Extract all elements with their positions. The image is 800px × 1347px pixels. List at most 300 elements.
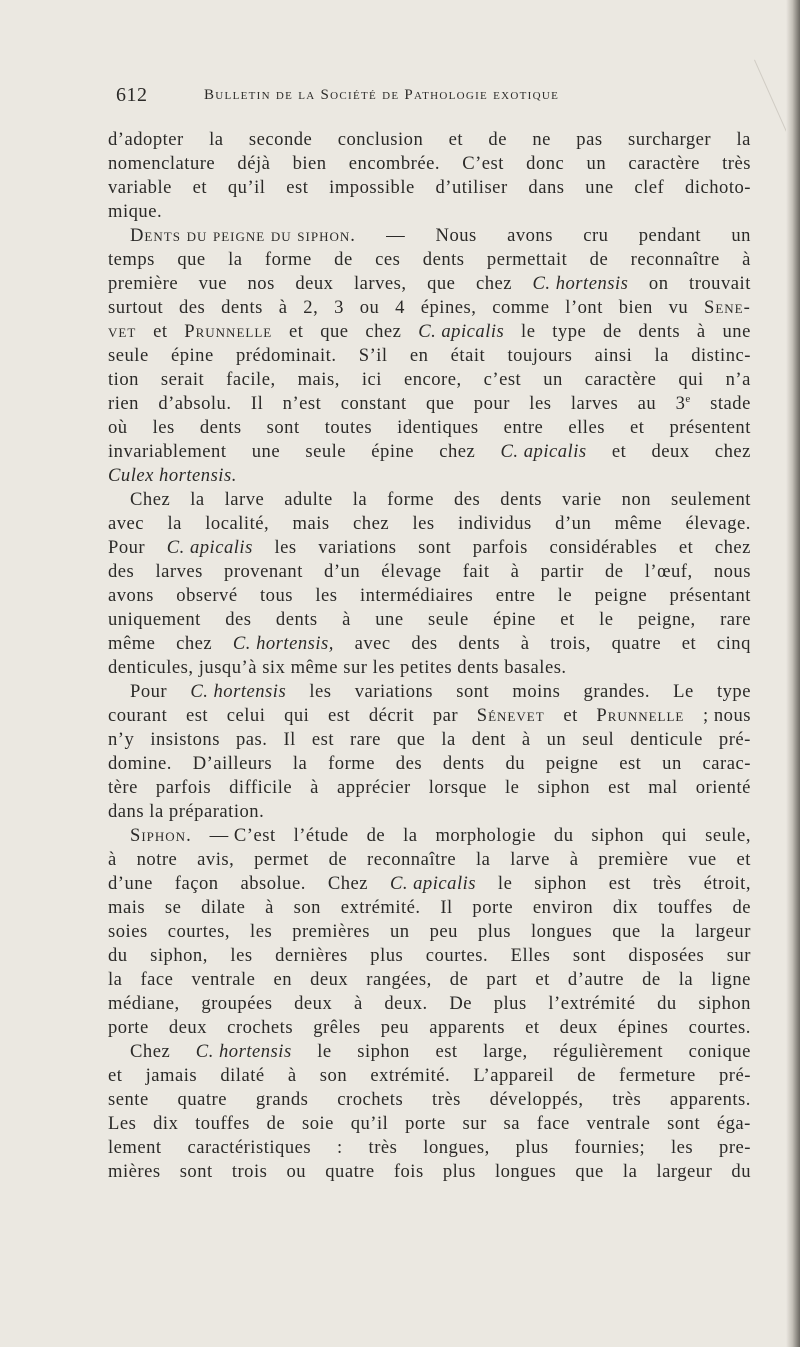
text-word: individus [458,513,532,534]
text-word: lement [108,1137,162,1158]
text-word: de [366,825,386,846]
text-word: élevage [381,561,442,582]
text-word: donc [526,153,565,174]
text-word: médiane, [108,993,180,1014]
text-word: seule [108,345,149,366]
text-word: en [273,969,293,990]
text-word: denticule [630,729,703,750]
text-word: mais [292,513,330,534]
text-word: que [177,249,206,270]
text-line [108,128,751,152]
text-word: ventrale [191,969,256,990]
text-word: de [642,969,661,990]
text-word: mais [108,897,146,918]
text-line [108,968,751,992]
text-word: D’ailleurs [192,753,273,774]
text-word: que [427,273,456,294]
text-word: identiques [397,417,479,438]
text-word: jusqu’à [198,657,257,678]
text-word: ou [286,1161,307,1182]
text-word: face [536,1113,570,1134]
text-word: localité, [205,513,270,534]
text-word: apprécier [336,777,411,798]
text-word: les [372,657,395,678]
text-word: qu’il [227,177,266,198]
text-word: L’appareil [473,1065,555,1086]
text-line [108,728,751,752]
text-line [108,272,751,296]
text-word: impossible [329,177,415,198]
text-word: : [337,1137,343,1158]
text-word: six [262,657,286,678]
text-line [108,248,751,272]
text-word: porte [405,1113,446,1134]
text-word: une [251,441,281,462]
text-word: touffes [657,897,713,918]
page-edge-shadow [786,0,800,1347]
text-word: observé [176,585,238,606]
text-word: larve [510,849,550,870]
text-word: quatre [611,633,662,654]
text-word: un [662,753,682,774]
text-word: du [505,753,526,774]
text-line [108,680,751,704]
text-word: plus [370,945,404,966]
text-word: nous [713,561,751,582]
text-word: très [432,1089,461,1110]
species-name: C. hortensis [190,681,287,702]
text-word: bien [618,297,653,318]
text-word: de [266,1113,286,1134]
text-line [108,536,751,560]
text-word: la [660,921,676,942]
text-word: épine [371,441,415,462]
text-word: la [441,729,456,750]
text-word: n’a [725,369,751,390]
text-word: vue [688,849,717,870]
text-word: la [352,489,368,510]
text-word: grêles [313,1017,361,1038]
text-word: porte [472,897,514,918]
text-word: peigne [594,585,648,606]
text-word: et [736,849,751,870]
text-word: deux [559,1017,598,1038]
text-word: la [403,825,418,846]
text-word: ces [375,249,401,270]
text-word: sont [266,417,300,438]
species-name: C. hortensis [532,273,629,294]
text-word: ; nous [703,705,751,726]
text-word: de [488,129,507,150]
text-word: l’ont [565,297,603,318]
text-word: crochets [337,1089,404,1110]
text-word: insistons [150,729,220,750]
text-word: extrémité. [340,897,421,918]
text-word: ici [361,369,382,390]
text-word: 4 [395,297,405,318]
text-word: Il [250,393,264,414]
text-word: prédominait. [235,345,337,366]
text-line [108,992,751,1016]
text-word: mières [108,1161,161,1182]
text-word: parfois [472,537,528,558]
text-word: siphon [534,873,587,894]
text-word: nos [247,273,275,294]
text-word: où [108,417,128,438]
text-word: d’adopter [108,129,184,150]
text-word: de [577,1065,596,1086]
text-word: les [309,681,332,702]
text-word: part [486,969,518,990]
text-word: éga- [716,1113,751,1134]
text-word: celui [226,705,266,726]
text-word: avons [507,225,553,246]
text-word: la [475,849,491,870]
text-word: carac- [702,753,751,774]
text-word: sont [179,1161,213,1182]
text-word: épine [170,345,214,366]
text-word: Nous [435,225,477,246]
text-word: les [671,1137,694,1158]
text-word: d’une [108,873,153,894]
text-word: apparents [429,1017,505,1038]
text-word: longues, [423,1137,490,1158]
text-line [108,1136,751,1160]
text-word: sont [456,681,490,702]
text-word: et [525,1017,540,1038]
text-word: forme [328,753,375,774]
text-line [108,392,751,416]
text-word: provenant [224,561,303,582]
text-word: très [368,1137,398,1158]
text-word: dans [528,177,565,198]
text-word: présentant [669,585,751,606]
text-word: sont [418,537,452,558]
text-word: élevage. [685,513,751,534]
text-word: sur [462,1113,487,1134]
text-word: façon [174,873,219,894]
text-word: plus [442,1161,476,1182]
text-word: deux [295,273,334,294]
text-line [108,872,751,896]
text-word: la [292,753,308,774]
text-word: sa [503,1113,521,1134]
text-word: Il [440,897,453,918]
text-word: que [320,321,349,342]
text-word: largeur [695,921,751,942]
text-word: rien [108,393,139,414]
text-word: et [108,1065,123,1086]
species-name: C. hortensis [195,1041,292,1062]
text-word: la [190,489,205,510]
text-line [108,1088,751,1112]
text-word: siphon, [150,945,208,966]
text-word: deux [294,993,333,1014]
text-word: dix [153,1113,179,1134]
text-word: serait [160,369,205,390]
text-line [108,776,751,800]
text-word: pré- [718,1065,751,1086]
text-word: du [108,945,128,966]
text-word: le [521,321,536,342]
text-word: fait [462,561,490,582]
text-word: n’y [108,729,135,750]
text-word: stade [710,393,751,414]
text-word: larve [224,489,265,510]
text-word: le [317,1041,332,1062]
text-word: premières [292,921,370,942]
text-word: et [681,633,697,654]
text-word: épine [493,609,536,630]
text-word: ainsi [594,345,633,366]
text-word: les [250,921,273,942]
text-word: intermédiaires [359,585,474,606]
text-word: sont [572,945,606,966]
text-word: même [614,513,663,534]
text-word: à [108,849,117,870]
text-word: Chez [130,1041,171,1062]
text-word: une [722,321,751,342]
text-word: que [396,729,426,750]
text-word: une [375,609,404,630]
text-word: grands [255,1089,309,1110]
text-word: la [228,249,243,270]
text-word: déjà [237,153,271,174]
text-line [108,752,751,776]
text-word: Chez [327,873,369,894]
text-word: un [546,729,567,750]
text-word: à [510,561,520,582]
text-word: trouvait [689,273,751,294]
text-word: Il [283,729,296,750]
text-line [108,632,751,656]
text-word: du [657,993,677,1014]
text-word: première [108,273,179,294]
text-word: 3 [334,297,344,318]
text-word: le [504,777,520,798]
text-word: conique [688,1041,751,1062]
text-word: qui [284,705,310,726]
text-word: d’autre [567,969,625,990]
text-word: avons [108,585,154,606]
text-word: seule [428,609,469,630]
text-word: mal [648,777,678,798]
text-word: de [334,249,353,270]
text-word: moins [512,681,561,702]
running-title: Bulletin de la Société de Pathologie exotique [204,87,560,103]
text-word: siphon [698,993,751,1014]
text-word: Pour [130,681,168,702]
text-word: au [637,393,657,414]
text-word: qu’il [350,1113,389,1134]
text-word: dernières [275,945,348,966]
text-word: Pour [108,537,146,558]
text-word: larves [155,561,203,582]
text-word: encombrée. [348,153,440,174]
text-word: bien [292,153,327,174]
text-word: très [652,873,682,894]
text-word: parfois [155,777,212,798]
text-word: à [569,849,579,870]
text-word: dents [458,633,501,654]
text-word: sur [343,657,368,678]
text-word: des [225,609,252,630]
text-word: longues [530,921,593,942]
text-word: à [310,777,319,798]
text-word: de [589,249,609,270]
text-word: toujours [507,345,573,366]
text-word: décrit [368,705,415,726]
text-word: les [152,417,175,438]
text-word: tous [260,585,293,606]
text-word: elles [568,417,605,438]
text-word: vu [668,297,689,318]
text-word: développés, [489,1089,584,1110]
text-word: avec [354,633,391,654]
text-line [108,1016,751,1040]
text-word: plus [493,993,527,1014]
section-heading: Siphon. [130,825,192,846]
text-word: dichoto- [685,177,751,198]
text-word: même [108,633,156,654]
text-word: les [529,393,552,414]
text-word: seule [305,441,347,462]
species-name: C. apicalis [500,441,587,462]
text-line [108,560,751,584]
text-word: par [432,705,459,726]
text-word: extrémité. [370,1065,451,1086]
text-word: courtes, [167,921,231,942]
text-word: non [621,489,652,510]
text-word: Chez [130,489,171,510]
text-word: peu [429,921,458,942]
text-word: Les [108,1113,137,1134]
page-header [116,84,752,112]
text-word: des [411,633,438,654]
text-word: la [736,129,751,150]
text-word: et [535,969,550,990]
text-word: longues [494,1161,557,1182]
text-word: des [395,753,423,774]
text-word: permet [254,849,309,870]
text-word: l’étude [293,825,349,846]
text-word: disposées [628,945,705,966]
section-heading: Dents du peigne du siphon. [130,225,356,246]
text-word: variations [354,681,434,702]
text-word: très [722,153,751,174]
text-word: forme [387,489,434,510]
text-word: que [426,393,455,414]
text-line [108,440,751,464]
text-word: dents [500,489,543,510]
text-word: de [449,969,469,990]
text-word: la [108,969,123,990]
text-word: permettait [486,249,568,270]
text-word: considérables [549,537,658,558]
text-word: trois [231,1161,268,1182]
text-word: c’est [483,369,522,390]
text-word: les [230,945,253,966]
text-word: du [553,825,574,846]
text-word: denticules, [108,657,194,678]
text-word: fermeture [619,1065,696,1086]
text-word: est [619,753,642,774]
species-name: C. apicalis [418,321,505,342]
text-word: la [209,129,224,150]
text-word: et [678,537,694,558]
species-name: Culex hortensis. [108,465,237,486]
text-word: larves, [354,273,407,294]
text-word: pas [576,129,603,150]
text-word: caractère [584,369,657,390]
text-word: ou [359,297,380,318]
text-word: deux. [384,993,428,1014]
text-word: des [453,489,481,510]
text-line [108,920,751,944]
species-name: C. hortensis, [232,633,334,654]
text-word: à [696,321,706,342]
text-word: que [575,1161,604,1182]
text-word: courant [108,705,168,726]
text-word: quatre [325,1161,375,1182]
text-line [108,200,751,224]
text-word: peu [380,1017,410,1038]
text-word: préparation. [168,801,265,822]
text-word: d’utiliser [435,177,508,198]
text-word: se [164,897,182,918]
text-line [108,464,751,488]
text-word: — [386,225,406,246]
text-word: pendant [638,225,702,246]
text-word: clef [634,177,665,198]
text-word: à [353,993,363,1014]
text-word: des [178,297,206,318]
text-word: de [603,321,622,342]
text-line [108,1064,751,1088]
text-word: vue [198,273,227,294]
text-word: que [612,921,641,942]
text-word: basales. [504,657,567,678]
text-word: le [557,585,573,606]
stage-number: 3e [675,392,691,414]
text-word: courtes. [688,1017,751,1038]
text-word: même [290,657,339,678]
text-word: un [543,369,563,390]
text-word: pour [473,393,510,414]
text-word: est [608,873,631,894]
text-word: dents [638,321,681,342]
page-number: 612 [116,84,148,106]
text-word: et [563,705,578,726]
text-word: rangées, [366,969,432,990]
text-word: à [521,729,531,750]
text-word: courtes. [425,945,489,966]
text-word: reconnaître [630,249,720,270]
text-line [108,344,751,368]
species-name: C. apicalis [166,537,253,558]
text-word: groupées [201,993,273,1014]
text-word: fois [393,1161,424,1182]
text-word: partir [540,561,584,582]
text-line [108,488,751,512]
text-word: l’extrémité [548,993,636,1014]
text-word: et [289,321,304,342]
text-word: chez [365,321,402,342]
text-word: conclusion [337,129,424,150]
text-line [108,656,751,680]
text-word: d’un [324,561,361,582]
text-word: mique. [108,201,163,222]
